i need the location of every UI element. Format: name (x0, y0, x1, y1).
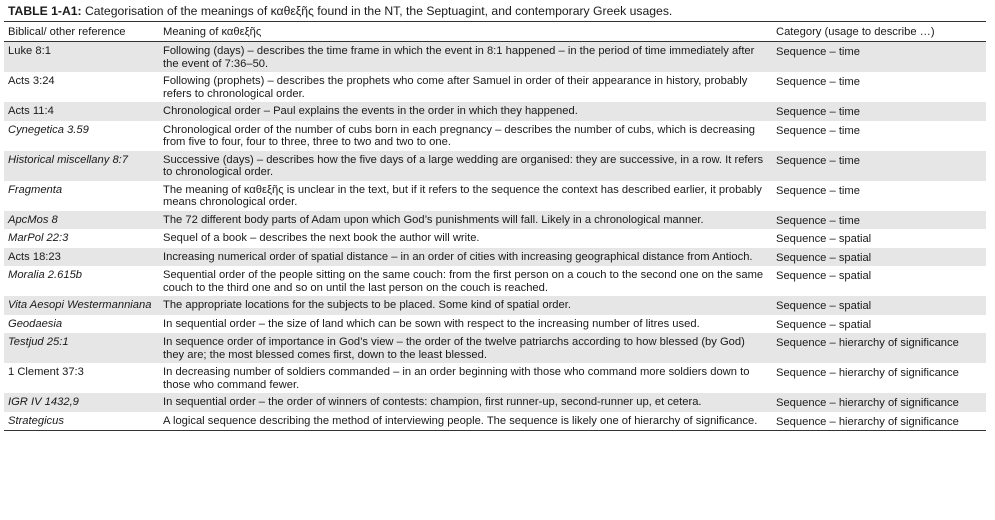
meaning-cell: Chronological order – Paul explains the events in the order in which they happened. (159, 102, 772, 121)
table-row (4, 102, 986, 121)
header-reference: Biblical/ other reference (4, 22, 159, 42)
category-cell: Sequence – time (772, 42, 986, 73)
category-cell: Sequence – spatial (772, 296, 986, 315)
reference-cell: MarPol 22:3 (4, 229, 159, 248)
table-row (4, 181, 986, 211)
category-cell: Sequence – spatial (772, 229, 986, 248)
table-row (4, 151, 986, 181)
category-cell: Sequence – hierarchy of significance (772, 363, 986, 393)
reference-cell: Acts 18:23 (4, 248, 159, 267)
reference-cell: Acts 11:4 (4, 102, 159, 121)
reference-cell: Luke 8:1 (4, 42, 159, 73)
category-cell: Sequence – spatial (772, 266, 986, 296)
category-cell: Sequence – time (772, 181, 986, 211)
table-row (4, 229, 986, 248)
meaning-cell: Following (prophets) – describes the prophets who come after Samuel in order of their appearance in history, probably refers to chronological order. (159, 72, 772, 102)
table-row (4, 333, 986, 363)
category-cell: Sequence – time (772, 121, 986, 151)
meaning-cell: In sequence order of importance in God’s view – the order of the twelve patriarchs according to how blessed (by God) they are; the most blessed comes first, down to the least blessed. (159, 333, 772, 363)
reference-cell: ApcMos 8 (4, 211, 159, 230)
table-row (4, 42, 986, 73)
meaning-cell: A logical sequence describing the method of interviewing people. The sequence is likely one of hierarchy of significance. (159, 412, 772, 431)
categorisation-table (4, 21, 986, 431)
reference-cell: Acts 3:24 (4, 72, 159, 102)
table-row (4, 315, 986, 334)
header-category: Category (usage to describe …) (772, 22, 986, 42)
table-body (4, 42, 986, 431)
table-row (4, 296, 986, 315)
category-cell: Sequence – time (772, 72, 986, 102)
table-row (4, 121, 986, 151)
reference-cell: Moralia 2.615b (4, 266, 159, 296)
meaning-cell: In decreasing number of soldiers commanded – in an order beginning with those who command more soldiers down to those who command fewer. (159, 363, 772, 393)
table-row (4, 412, 986, 431)
reference-cell: Cynegetica 3.59 (4, 121, 159, 151)
category-cell: Sequence – hierarchy of significance (772, 412, 986, 431)
table-caption-label: TABLE 1-A1: (8, 4, 82, 18)
table-row (4, 72, 986, 102)
table-caption-text: Categorisation of the meanings of καθεξῆς found in the NT, the Septuagint, and contemporary Greek usages. (81, 4, 673, 18)
category-cell: Sequence – time (772, 211, 986, 230)
meaning-cell: Following (days) – describes the time frame in which the event in 8:1 happened – in the period of time immediately after the event of 7:36–50. (159, 42, 772, 73)
table-row (4, 393, 986, 412)
reference-cell: Fragmenta (4, 181, 159, 211)
reference-cell: Historical miscellany 8:7 (4, 151, 159, 181)
category-cell: Sequence – hierarchy of significance (772, 393, 986, 412)
meaning-cell: Chronological order of the number of cubs born in each pregnancy – describes the number of cubs, which is decreasing from five to four, four to three, three to two and two to one. (159, 121, 772, 151)
table-header (4, 22, 986, 42)
reference-cell: Geodaesia (4, 315, 159, 334)
header-meaning: Meaning of καθεξῆς (159, 22, 772, 42)
reference-cell: Strategicus (4, 412, 159, 431)
meaning-cell: Sequential order of the people sitting on the same couch: from the first person on a couch to the second one on the same couch to the third one and so on until the last person on the couch is reached. (159, 266, 772, 296)
meaning-cell: Successive (days) – describes how the five days of a large wedding are organised: they are successive, in a row. It refers to chronological order. (159, 151, 772, 181)
reference-cell: IGR IV 1432,9 (4, 393, 159, 412)
table-row (4, 363, 986, 393)
reference-cell: Testjud 25:1 (4, 333, 159, 363)
reference-cell: 1 Clement 37:3 (4, 363, 159, 393)
table-caption (8, 4, 672, 19)
meaning-cell: The 72 different body parts of Adam upon which God’s punishments will fall. Likely in a chronological manner. (159, 211, 772, 230)
reference-cell: Vita Aesopi Westermanniana (4, 296, 159, 315)
table-row (4, 266, 986, 296)
category-cell: Sequence – spatial (772, 315, 986, 334)
meaning-cell: Increasing numerical order of spatial distance – in an order of cities with increasing geographical distance from Antioch. (159, 248, 772, 267)
category-cell: Sequence – hierarchy of significance (772, 333, 986, 363)
meaning-cell: The meaning of καθεξῆς is unclear in the text, but if it refers to the sequence the context has described earlier, it probably means chronological order. (159, 181, 772, 211)
category-cell: Sequence – spatial (772, 248, 986, 267)
meaning-cell: In sequential order – the size of land which can be sown with respect to the increasing number of litres used. (159, 315, 772, 334)
meaning-cell: In sequential order – the order of winners of contests: champion, first runner-up, second-runner up, et cetera. (159, 393, 772, 412)
meaning-cell: Sequel of a book – describes the next book the author will write. (159, 229, 772, 248)
meaning-cell: The appropriate locations for the subjects to be placed. Some kind of spatial order. (159, 296, 772, 315)
category-cell: Sequence – time (772, 102, 986, 121)
category-cell: Sequence – time (772, 151, 986, 181)
table-row (4, 211, 986, 230)
table-row (4, 248, 986, 267)
header-row (4, 22, 986, 42)
